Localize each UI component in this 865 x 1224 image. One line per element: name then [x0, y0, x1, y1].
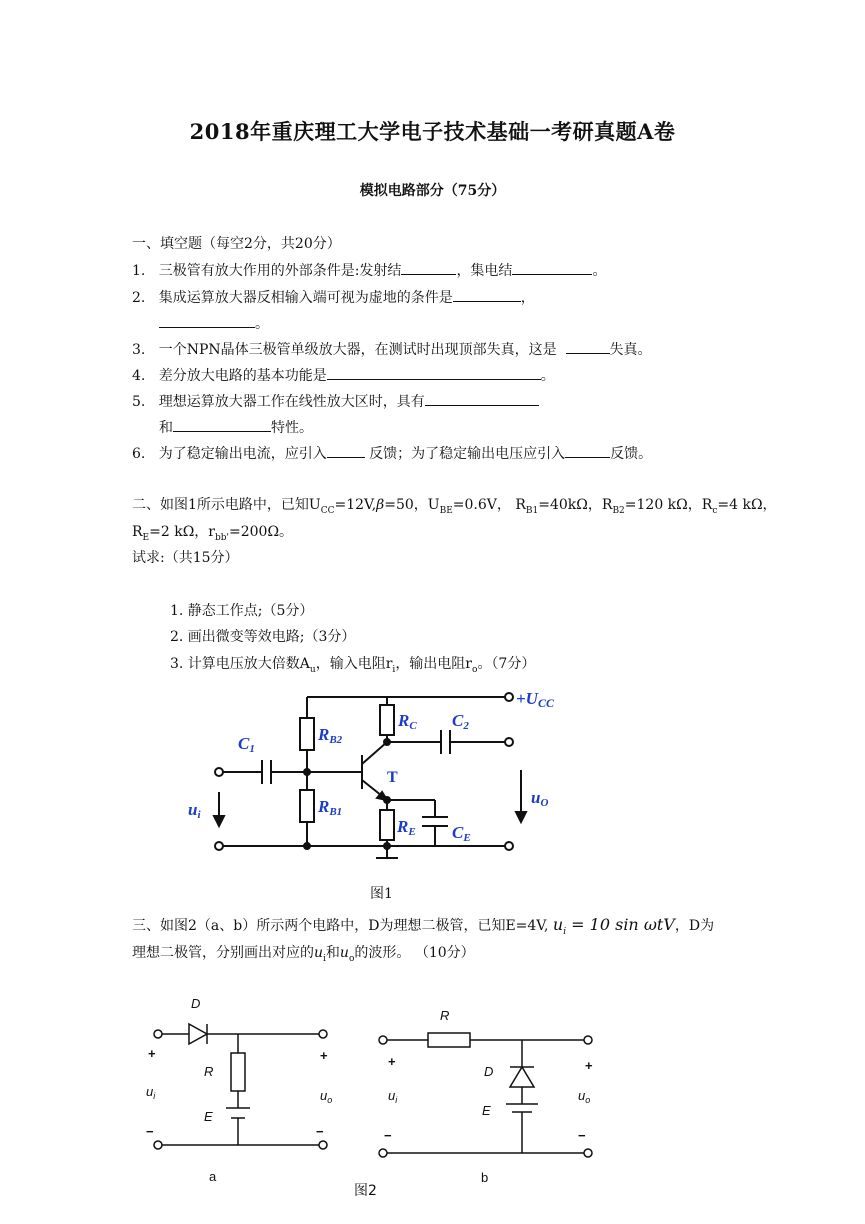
q2-text: =50，U: [384, 497, 440, 513]
subscript: o: [472, 664, 478, 675]
fig2b-label: b: [481, 1170, 489, 1185]
re-label: RE: [397, 817, 416, 838]
q2-text: =4 kΩ，: [717, 497, 777, 513]
item-text: ，集电结: [456, 263, 513, 279]
q2-text: =0.6V， R: [452, 497, 526, 513]
item-text: 一个NPN晶体三极管单级放大器，在测试时出现顶部失真，这是: [158, 342, 557, 358]
subscript: u: [309, 664, 316, 675]
fig2a-minus-right: −: [316, 1124, 324, 1139]
fig2b-plus-right: +: [585, 1058, 593, 1073]
fig2a-minus-left: −: [146, 1124, 154, 1139]
item-text: 失真。: [609, 342, 652, 358]
fig2a-label: a: [209, 1169, 217, 1184]
fig2b-diode-label: D: [484, 1064, 494, 1079]
item-text: 反馈。: [610, 446, 653, 462]
item-text: 。: [540, 368, 555, 384]
q2-text: =2 kΩ，r: [149, 524, 215, 540]
subscript: B2: [612, 505, 625, 516]
rc-label: RC: [398, 711, 417, 732]
item-text: 特性。: [271, 420, 313, 436]
fig2b-r-label: R: [440, 1008, 450, 1023]
fig2a-uo-label: $u_o$: [320, 1088, 333, 1105]
q2-text: =40kΩ，R: [538, 497, 613, 513]
item-text: 三极管有放大作用的外部条件是:发射结: [158, 263, 402, 279]
q2-text: R: [132, 524, 143, 540]
fig2b-ui-label: $u_i$: [388, 1088, 398, 1105]
item-number: 5.: [132, 394, 146, 410]
subscript: o: [348, 953, 355, 964]
subscript: c: [712, 505, 718, 516]
ce-label: CE: [452, 823, 471, 844]
ucc-label: +UCC: [516, 689, 554, 710]
q2-text: ，输出电阻r: [395, 656, 473, 672]
q1-heading: 一、填空题（每空2分，共20分）: [132, 236, 341, 252]
item-text: 反馈；为了稳定输出电压应引入: [369, 446, 566, 462]
formula: $u_i = 10$ sin ωtV: [552, 915, 675, 938]
c1-label: C1: [238, 734, 255, 755]
uo-label: uO: [531, 788, 549, 809]
q2-text: 。（7分）: [477, 656, 536, 672]
q2-text: ，输入电阻r: [315, 656, 393, 672]
ui-label: ui: [188, 800, 201, 821]
c2-label: C2: [452, 711, 469, 732]
subscript: i: [323, 953, 326, 964]
fig2b-uo-label: $u_o$: [578, 1088, 591, 1105]
fig2a-ui-label: $u_i$: [146, 1084, 156, 1101]
subscript: B1: [525, 505, 539, 516]
fig2b-e-label: E: [482, 1103, 491, 1118]
figure-1-caption: 图1: [370, 886, 393, 902]
section-title: 模拟电路部分（75分）: [359, 183, 506, 199]
q2-text: 二、如图1所示电路中，已知U: [132, 497, 321, 513]
q2-sub-2: 2. 画出微变等效电路;（3分）: [170, 629, 356, 645]
fig2b-minus-right: −: [578, 1128, 586, 1143]
subscript: bb': [215, 532, 229, 543]
rb1-label: RB1: [318, 797, 343, 818]
q3-text: 理想二极管，分别画出对应的: [132, 945, 314, 961]
fig2a-e-label: E: [204, 1109, 213, 1124]
q2-text: =200Ω。: [229, 524, 294, 540]
q2-sub-1: 1. 静态工作点;（5分）: [170, 603, 314, 619]
item-text: 理想运算放大器工作在线性放大区时，具有: [158, 394, 425, 410]
q2-text: =120 kΩ，R: [624, 497, 713, 513]
item-text: 集成运算放大器反相输入端可视为虚地的条件是: [158, 290, 453, 306]
item-number: 4.: [132, 368, 146, 384]
subscript: E: [142, 532, 150, 543]
q2-ask: 试求:（共15分）: [132, 550, 239, 566]
item-text: 。: [592, 263, 607, 279]
rb2-label: RB2: [318, 725, 343, 746]
item-text: 和: [159, 420, 173, 436]
fig2a-diode-label: D: [191, 996, 201, 1011]
uo-symbol: u: [339, 945, 349, 961]
q3-text: 三、如图2（a、b）所示两个电路中，D为理想二极管，已知E=4V,: [132, 918, 549, 934]
q2-text: 3. 计算电压放大倍数A: [170, 656, 310, 672]
q3-text: 的波形。 （10分）: [354, 945, 475, 961]
page-title: 2018年重庆理工大学电子技术基础一考研真题A卷: [189, 119, 676, 144]
item-text: ，: [520, 290, 535, 306]
item-number: 1.: [132, 263, 146, 279]
item-text: 为了稳定输出电流，应引入: [158, 446, 327, 462]
beta-symbol: β: [376, 497, 385, 513]
item-text: 。: [255, 316, 269, 332]
item-text: 差分放大电路的基本功能是: [158, 368, 327, 384]
fig2b-minus-left: −: [384, 1128, 392, 1143]
fig2a-plus-left: +: [148, 1046, 156, 1061]
q2-text: =12V,: [334, 497, 377, 513]
q3-text: ，D为: [674, 918, 715, 934]
item-number: 2.: [132, 290, 146, 306]
fig2a-plus-right: +: [320, 1048, 328, 1063]
ui-symbol: u: [314, 945, 324, 961]
q3-text: 和: [325, 945, 340, 961]
figure-2-caption: 图2: [354, 1183, 377, 1199]
subscript: BE: [439, 505, 453, 516]
fig2a-r-label: R: [204, 1064, 214, 1079]
subscript: i: [392, 664, 396, 675]
transistor-label: T: [387, 769, 398, 786]
fig2b-plus-left: +: [388, 1054, 396, 1069]
item-number: 6.: [132, 446, 146, 462]
item-number: 3.: [132, 342, 146, 358]
subscript: CC: [320, 505, 335, 516]
